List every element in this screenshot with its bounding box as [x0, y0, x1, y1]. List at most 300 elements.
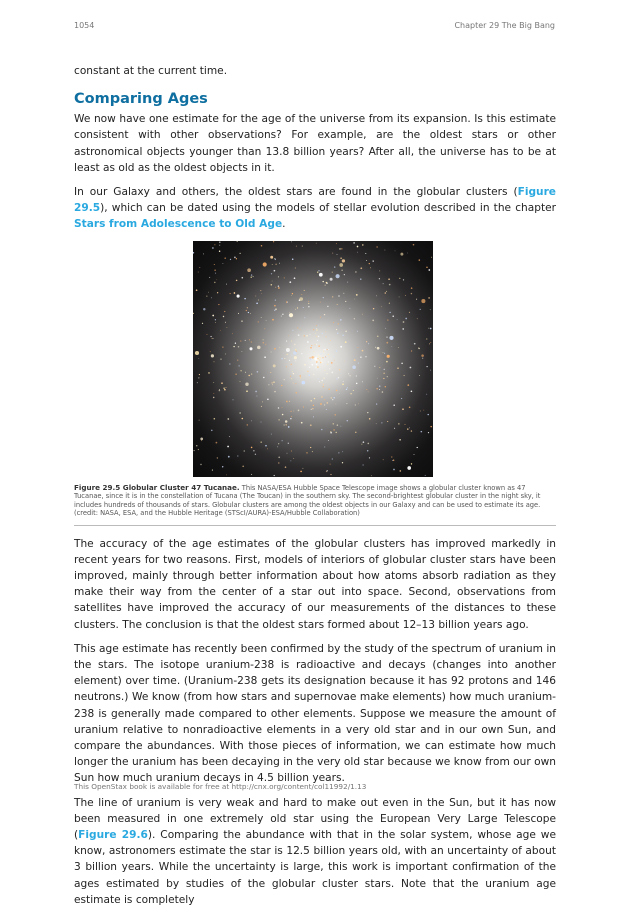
- star: [256, 395, 257, 396]
- star: [376, 388, 378, 390]
- star: [274, 474, 275, 475]
- star: [409, 427, 410, 428]
- star: [288, 442, 289, 443]
- star: [286, 353, 288, 355]
- star: [212, 469, 213, 470]
- star: [228, 455, 230, 457]
- star: [215, 322, 216, 323]
- star: [338, 377, 339, 378]
- star: [372, 319, 374, 321]
- star: [421, 430, 423, 432]
- star: [329, 356, 330, 357]
- star: [332, 399, 333, 400]
- star: [336, 274, 340, 278]
- star: [318, 355, 319, 356]
- star: [212, 247, 214, 249]
- star: [278, 407, 279, 408]
- star: [321, 353, 322, 354]
- star: [275, 263, 276, 264]
- star: [368, 343, 369, 344]
- star: [297, 307, 298, 308]
- star: [289, 315, 290, 316]
- star: [318, 270, 320, 272]
- star: [345, 330, 347, 332]
- star: [317, 360, 318, 361]
- star: [249, 339, 250, 340]
- figure-29-5-link[interactable]: Figure 29.5: [74, 186, 556, 215]
- star: [403, 374, 404, 375]
- paragraph-1: We now have one estimate for the age of the universe from its expansion. Is this estimate consistent with other observations? For example, are the oldest stars or other astronomical objects younger than 13.8 billion years? After all, the universe has to be at least as old as the oldest objects in it.: [74, 113, 556, 174]
- star: [407, 252, 408, 253]
- star: [207, 334, 208, 335]
- star: [211, 429, 212, 430]
- figure-29-6-link[interactable]: Figure 29.6: [78, 829, 148, 842]
- star: [271, 351, 272, 352]
- star: [261, 406, 262, 407]
- star: [268, 384, 269, 385]
- star: [278, 456, 280, 458]
- figure-caption: [74, 484, 556, 518]
- star: [275, 259, 276, 260]
- star: [383, 459, 384, 460]
- star: [295, 308, 296, 309]
- star: [304, 335, 305, 336]
- star: [229, 436, 230, 437]
- star: [265, 444, 267, 446]
- star: [330, 277, 333, 280]
- star: [332, 271, 333, 272]
- star: [208, 372, 210, 374]
- star: [260, 441, 262, 443]
- star: [286, 348, 290, 352]
- star: [405, 295, 406, 296]
- star: [316, 363, 318, 365]
- star: [386, 336, 387, 337]
- star: [230, 258, 231, 259]
- star: [341, 425, 342, 426]
- star: [246, 309, 247, 310]
- star: [272, 318, 274, 320]
- star: [313, 373, 315, 375]
- star: [328, 440, 329, 441]
- star: [318, 340, 319, 341]
- star: [317, 271, 318, 272]
- star: [323, 377, 324, 378]
- star: [310, 347, 312, 349]
- star: [303, 406, 304, 407]
- star: [219, 250, 220, 251]
- star: [198, 358, 199, 359]
- star: [289, 281, 291, 283]
- star: [319, 273, 323, 277]
- star: [343, 292, 344, 293]
- star: [347, 281, 348, 282]
- star: [313, 351, 314, 352]
- star: [327, 305, 328, 306]
- star: [234, 292, 236, 294]
- star: [330, 397, 332, 399]
- star: [245, 382, 248, 385]
- star: [246, 390, 248, 392]
- star: [286, 400, 288, 402]
- star: [313, 329, 314, 330]
- star: [342, 334, 344, 336]
- star: [358, 403, 359, 404]
- star: [307, 370, 309, 372]
- star: [386, 360, 388, 362]
- star: [293, 373, 294, 374]
- star: [257, 345, 261, 349]
- star: [329, 368, 330, 369]
- star: [313, 404, 314, 405]
- star: [318, 345, 320, 347]
- star: [245, 371, 246, 372]
- star: [410, 366, 412, 368]
- star: [375, 346, 376, 347]
- star: [314, 344, 315, 345]
- star: [362, 464, 363, 465]
- star: [291, 295, 292, 296]
- star: [229, 363, 230, 364]
- star: [300, 377, 301, 378]
- star: [273, 364, 276, 367]
- star: [328, 348, 329, 349]
- star: [310, 447, 311, 448]
- star: [336, 350, 338, 352]
- star: [395, 250, 396, 251]
- star: [409, 406, 411, 408]
- star: [312, 408, 313, 409]
- star: [310, 400, 312, 402]
- star: [368, 391, 369, 392]
- star: [218, 304, 219, 305]
- star: [320, 301, 321, 302]
- star: [319, 356, 320, 357]
- star: [357, 347, 358, 348]
- star: [274, 390, 276, 392]
- star: [216, 441, 218, 443]
- star: [281, 315, 282, 316]
- star: [394, 427, 395, 428]
- star: [306, 335, 308, 337]
- star: [214, 361, 215, 362]
- star: [284, 379, 285, 380]
- star: [291, 416, 292, 417]
- star: [311, 408, 312, 409]
- star: [309, 366, 310, 367]
- star: [288, 335, 289, 336]
- star: [345, 341, 347, 343]
- star: [391, 346, 392, 347]
- star: [313, 416, 314, 417]
- star: [240, 252, 241, 253]
- star: [236, 279, 238, 281]
- chapter-title: Chapter 29 The Big Bang: [454, 21, 555, 30]
- star: [217, 292, 218, 293]
- star: [260, 290, 261, 291]
- star: [336, 431, 337, 432]
- star: [281, 384, 282, 385]
- star: [224, 389, 226, 391]
- star: [251, 341, 252, 342]
- star: [430, 309, 431, 310]
- star: [220, 330, 221, 331]
- paragraph-5-text-a: The line of uranium is very weak and hard to make out even in the Sun, but it has now been measured in one extremely old star using the European Very Large Telescope (: [74, 796, 556, 842]
- star: [202, 322, 203, 323]
- star: [293, 351, 297, 355]
- star: [322, 357, 323, 358]
- star: [429, 327, 430, 328]
- star: [258, 299, 259, 300]
- star: [431, 256, 432, 257]
- star: [285, 424, 287, 426]
- star: [327, 363, 328, 364]
- star: [195, 351, 199, 355]
- star: [344, 274, 345, 275]
- star: [331, 371, 333, 373]
- star: [391, 456, 392, 457]
- star: [333, 322, 334, 323]
- star: [271, 273, 272, 274]
- star: [251, 474, 252, 475]
- star: [230, 293, 231, 294]
- star: [325, 284, 326, 285]
- star: [341, 269, 342, 270]
- star: [304, 289, 305, 290]
- star: [403, 279, 404, 280]
- star: [293, 458, 294, 459]
- star: [426, 266, 427, 267]
- star: [286, 340, 287, 341]
- star: [385, 292, 387, 294]
- star: [414, 454, 415, 455]
- star: [234, 256, 236, 258]
- star: [270, 372, 271, 373]
- star: [333, 423, 335, 425]
- star: [251, 446, 253, 448]
- star: [238, 346, 240, 348]
- star: [337, 363, 338, 364]
- star: [227, 445, 229, 447]
- star: [253, 450, 254, 451]
- star: [308, 302, 309, 303]
- star: [261, 293, 262, 294]
- chapter-stars-link[interactable]: Stars from Adolescence to Old Age: [74, 218, 283, 231]
- star: [295, 383, 296, 384]
- star: [426, 338, 427, 339]
- star: [326, 336, 327, 337]
- star: [274, 309, 275, 310]
- star: [407, 384, 409, 386]
- star: [284, 277, 285, 278]
- star: [426, 366, 427, 367]
- star: [417, 318, 418, 319]
- star: [405, 317, 407, 319]
- star: [251, 373, 252, 374]
- star: [278, 462, 279, 463]
- star: [389, 311, 390, 312]
- star: [224, 311, 225, 312]
- star: [393, 468, 395, 470]
- paragraph-2-text-b: ), which can be dated using the models of stellar evolution described in the chapter: [100, 202, 556, 215]
- star: [293, 410, 294, 411]
- star: [314, 355, 315, 356]
- star: [319, 381, 320, 382]
- star: [318, 354, 319, 355]
- star: [300, 329, 301, 330]
- figure-caption-text: This NASA/ESA Hubble Space Telescope image shows a globular cluster known as 47 Tucanae, since it is in the constellation of Tucana (The Toucan) in the southern sky. The second-brightest globular cluster in the night sky, it includes hundreds of thousands of stars. Globular clusters are among the oldest objects in our Galaxy and can be used to estimate its age. (credit: NASA, ESA, and the Hubble Heritage (STScI/AURA)-ESA/Hubble Collaboration): [74, 483, 541, 518]
- star: [292, 372, 293, 373]
- star: [399, 296, 400, 297]
- star: [423, 409, 424, 410]
- star: [334, 359, 335, 360]
- star: [326, 408, 327, 409]
- star: [303, 307, 304, 308]
- star: [286, 366, 287, 367]
- star: [295, 267, 296, 268]
- star: [393, 404, 395, 406]
- star: [250, 313, 251, 314]
- star: [326, 471, 327, 472]
- star: [402, 328, 403, 329]
- star: [245, 340, 246, 341]
- star: [402, 408, 404, 410]
- star: [325, 348, 327, 350]
- star: [291, 378, 292, 379]
- star: [358, 362, 359, 363]
- star: [302, 467, 303, 468]
- star: [284, 358, 285, 359]
- star: [219, 389, 220, 390]
- star: [346, 403, 347, 404]
- star: [337, 424, 339, 426]
- star: [314, 398, 315, 399]
- star: [414, 342, 416, 344]
- star: [322, 379, 323, 380]
- star: [263, 262, 267, 266]
- star: [419, 375, 420, 376]
- star: [212, 338, 213, 339]
- star: [290, 410, 291, 411]
- star: [262, 401, 263, 402]
- page-number: 1054: [74, 21, 95, 30]
- star: [316, 343, 317, 344]
- star: [214, 244, 215, 245]
- star: [321, 382, 322, 383]
- star: [289, 360, 290, 361]
- star: [194, 450, 195, 451]
- star: [213, 392, 214, 393]
- star: [247, 268, 251, 272]
- star: [197, 382, 198, 383]
- star: [398, 347, 399, 348]
- star: [411, 430, 412, 431]
- star: [318, 335, 320, 337]
- star: [333, 429, 335, 431]
- star: [369, 263, 370, 264]
- star: [222, 346, 223, 347]
- star: [320, 316, 321, 317]
- star: [343, 380, 344, 381]
- star: [379, 270, 380, 271]
- star: [430, 327, 432, 329]
- star: [399, 470, 401, 472]
- star: [376, 423, 377, 424]
- star: [216, 279, 217, 280]
- star: [334, 266, 335, 267]
- star: [342, 259, 345, 262]
- star: [384, 368, 385, 369]
- star: [387, 319, 388, 320]
- star: [223, 387, 224, 388]
- star: [233, 346, 234, 347]
- star: [290, 418, 291, 419]
- star: [299, 297, 303, 301]
- star: [293, 382, 294, 383]
- star: [367, 442, 369, 444]
- star: [340, 346, 342, 348]
- star: [272, 280, 273, 281]
- star: [291, 450, 292, 451]
- star: [419, 259, 420, 260]
- star: [285, 466, 287, 468]
- star: [356, 294, 358, 296]
- star: [306, 452, 307, 453]
- star: [337, 390, 338, 391]
- star: [336, 378, 337, 379]
- star: [317, 336, 318, 337]
- star: [301, 421, 303, 423]
- star: [389, 302, 390, 303]
- star: [341, 248, 342, 249]
- star: [324, 352, 325, 353]
- page-footer: This OpenStax book is available for free at http://cnx.org/content/col11992/1.13: [74, 782, 367, 791]
- star: [350, 393, 351, 394]
- star: [328, 361, 329, 362]
- star: [278, 443, 279, 444]
- star: [399, 439, 401, 441]
- star: [274, 347, 276, 349]
- star: [366, 389, 367, 390]
- star: [279, 346, 280, 347]
- star: [327, 402, 329, 404]
- star: [271, 433, 272, 434]
- star: [236, 258, 237, 259]
- star: [315, 333, 316, 334]
- star: [282, 413, 284, 415]
- star: [357, 251, 358, 252]
- star: [422, 357, 423, 358]
- star: [248, 311, 249, 312]
- star: [291, 340, 292, 341]
- star: [362, 244, 363, 245]
- figure-divider: [74, 525, 556, 526]
- star: [338, 323, 339, 324]
- star: [420, 410, 421, 411]
- star: [323, 297, 324, 298]
- star: [401, 398, 402, 399]
- star: [215, 319, 216, 320]
- star: [226, 474, 227, 475]
- star: [387, 421, 388, 422]
- star: [225, 353, 226, 354]
- star: [242, 465, 244, 467]
- star: [339, 393, 340, 394]
- star: [330, 340, 331, 341]
- star: [336, 403, 337, 404]
- star: [399, 277, 400, 278]
- star: [337, 304, 338, 305]
